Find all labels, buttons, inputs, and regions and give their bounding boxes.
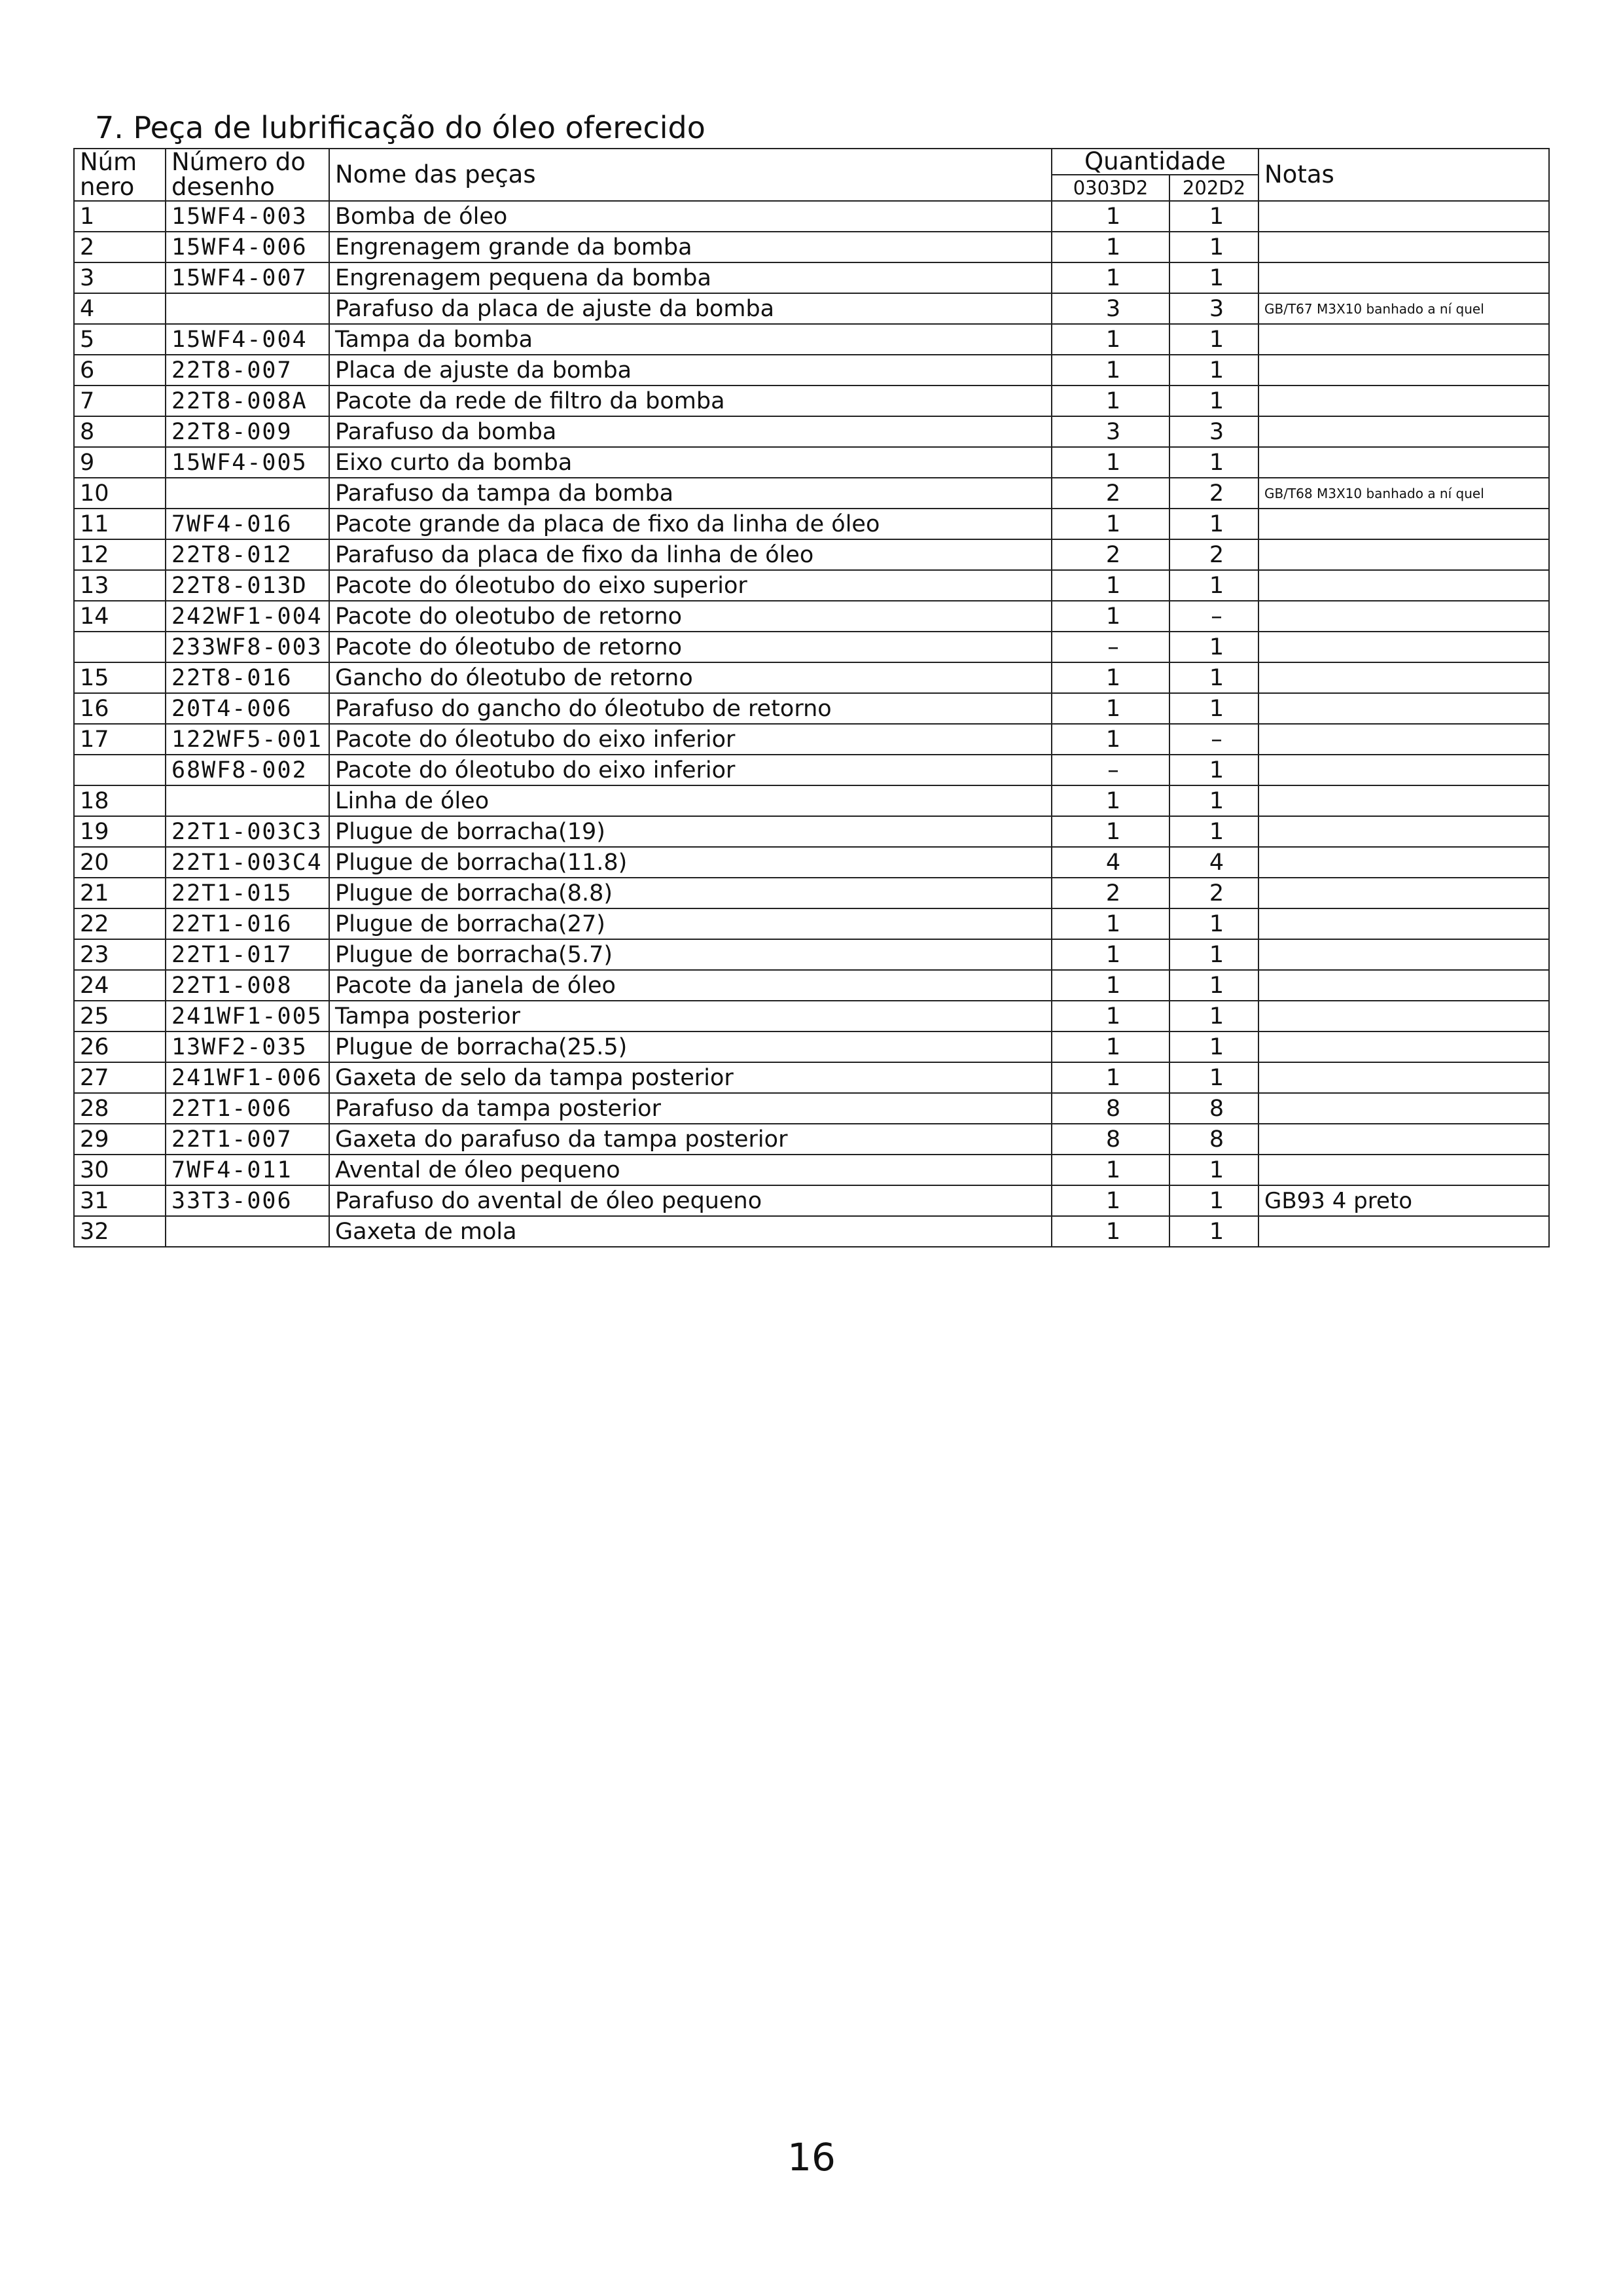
quantity-model-a: 3 xyxy=(1052,293,1169,324)
quantity-model-b: 1 xyxy=(1169,755,1258,785)
drawing-number: 241WF1-006 xyxy=(166,1062,329,1093)
row-number: 11 xyxy=(74,509,166,539)
row-number: 15 xyxy=(74,662,166,693)
drawing-number: 22T8-012 xyxy=(166,539,329,570)
drawing-number: 22T1-003C4 xyxy=(166,847,329,878)
table-row xyxy=(74,324,1549,355)
quantity-model-a: 1 xyxy=(1052,1155,1169,1185)
row-number: 23 xyxy=(74,939,166,970)
drawing-number: 15WF4-007 xyxy=(166,262,329,293)
quantity-model-a: 1 xyxy=(1052,570,1169,601)
row-number: 29 xyxy=(74,1124,166,1155)
table-row xyxy=(74,632,1549,662)
part-name: Plugue de borracha(8.8) xyxy=(329,878,1052,908)
notes-cell xyxy=(1258,416,1549,447)
notes-cell xyxy=(1258,939,1549,970)
quantity-model-b: 1 xyxy=(1169,570,1258,601)
table-row xyxy=(74,1001,1549,1031)
quantity-model-b: 1 xyxy=(1169,355,1258,386)
quantity-model-a: 2 xyxy=(1052,478,1169,509)
notes-cell xyxy=(1258,447,1549,478)
table-row xyxy=(74,1031,1549,1062)
quantity-model-b: – xyxy=(1169,724,1258,755)
quantity-model-b: 1 xyxy=(1169,1031,1258,1062)
header-drawing-line1: Número do xyxy=(171,149,306,176)
notes-cell xyxy=(1258,386,1549,416)
drawing-number: 22T8-007 xyxy=(166,355,329,386)
row-number: 5 xyxy=(74,324,166,355)
table-row xyxy=(74,447,1549,478)
row-number: 19 xyxy=(74,816,166,847)
quantity-model-a: 1 xyxy=(1052,1001,1169,1031)
notes-cell xyxy=(1258,201,1549,232)
quantity-model-a: 1 xyxy=(1052,939,1169,970)
drawing-number xyxy=(166,1216,329,1247)
part-name: Avental de óleo pequeno xyxy=(329,1155,1052,1185)
row-number: 8 xyxy=(74,416,166,447)
part-name: Parafuso da placa de ajuste da bomba xyxy=(329,293,1052,324)
quantity-model-a: 1 xyxy=(1052,324,1169,355)
page-number: 16 xyxy=(787,2135,836,2179)
row-number: 22 xyxy=(74,908,166,939)
table-row xyxy=(74,724,1549,755)
table-row xyxy=(74,755,1549,785)
notes-cell xyxy=(1258,509,1549,539)
notes-cell xyxy=(1258,1001,1549,1031)
part-name: Tampa da bomba xyxy=(329,324,1052,355)
parts-table-body xyxy=(74,201,1549,1247)
drawing-number: 7WF4-011 xyxy=(166,1155,329,1185)
part-name: Pacote do óleotubo do eixo superior xyxy=(329,570,1052,601)
row-number: 3 xyxy=(74,262,166,293)
notes-cell xyxy=(1258,1216,1549,1247)
notes-cell xyxy=(1258,632,1549,662)
part-name: Gancho do óleotubo de retorno xyxy=(329,662,1052,693)
table-row xyxy=(74,570,1549,601)
row-number: 10 xyxy=(74,478,166,509)
drawing-number: 242WF1-004 xyxy=(166,601,329,632)
table-row xyxy=(74,1155,1549,1185)
part-name: Parafuso da bomba xyxy=(329,416,1052,447)
row-number: 26 xyxy=(74,1031,166,1062)
table-row xyxy=(74,293,1549,324)
header-number-line1: Núm xyxy=(80,149,137,176)
part-name: Plugue de borracha(25.5) xyxy=(329,1031,1052,1062)
notes-cell xyxy=(1258,1124,1549,1155)
header-quantity: Quantidade xyxy=(1052,149,1258,175)
table-header-row xyxy=(74,149,1549,175)
quantity-model-b: 1 xyxy=(1169,693,1258,724)
row-number: 30 xyxy=(74,1155,166,1185)
quantity-model-a: 1 xyxy=(1052,1216,1169,1247)
part-name: Parafuso do avental de óleo pequeno xyxy=(329,1185,1052,1216)
quantity-model-a: 1 xyxy=(1052,232,1169,262)
row-number: 6 xyxy=(74,355,166,386)
notes-cell: GB/T68 M3X10 banhado a ní quel xyxy=(1258,478,1549,509)
quantity-model-a: 1 xyxy=(1052,816,1169,847)
notes-cell xyxy=(1258,1031,1549,1062)
table-row xyxy=(74,970,1549,1001)
notes-cell xyxy=(1258,232,1549,262)
quantity-model-b: 1 xyxy=(1169,939,1258,970)
drawing-number: 22T1-016 xyxy=(166,908,329,939)
quantity-model-b: 1 xyxy=(1169,785,1258,816)
row-number: 20 xyxy=(74,847,166,878)
quantity-model-a: 1 xyxy=(1052,724,1169,755)
table-row xyxy=(74,785,1549,816)
quantity-model-b: 8 xyxy=(1169,1124,1258,1155)
drawing-number xyxy=(166,293,329,324)
quantity-model-b: 1 xyxy=(1169,632,1258,662)
quantity-model-a: 1 xyxy=(1052,601,1169,632)
header-part-name: Nome das peças xyxy=(329,149,1052,201)
quantity-model-b: 2 xyxy=(1169,539,1258,570)
row-number: 28 xyxy=(74,1093,166,1124)
part-name: Engrenagem pequena da bomba xyxy=(329,262,1052,293)
drawing-number: 22T8-013D xyxy=(166,570,329,601)
row-number xyxy=(74,755,166,785)
quantity-model-b: 1 xyxy=(1169,201,1258,232)
quantity-model-b: 1 xyxy=(1169,262,1258,293)
table-row xyxy=(74,201,1549,232)
drawing-number: 15WF4-004 xyxy=(166,324,329,355)
drawing-number: 20T4-006 xyxy=(166,693,329,724)
drawing-number: 22T1-008 xyxy=(166,970,329,1001)
part-name: Linha de óleo xyxy=(329,785,1052,816)
part-name: Plugue de borracha(5.7) xyxy=(329,939,1052,970)
section-title: 7. Peça de lubrificação do óleo oferecido xyxy=(95,110,705,145)
table-row xyxy=(74,939,1549,970)
quantity-model-b: 2 xyxy=(1169,878,1258,908)
drawing-number: 22T1-015 xyxy=(166,878,329,908)
drawing-number: 15WF4-006 xyxy=(166,232,329,262)
part-name: Gaxeta de selo da tampa posterior xyxy=(329,1062,1052,1093)
quantity-model-b: 1 xyxy=(1169,662,1258,693)
table-row xyxy=(74,601,1549,632)
drawing-number xyxy=(166,785,329,816)
drawing-number: 13WF2-035 xyxy=(166,1031,329,1062)
table-row xyxy=(74,416,1549,447)
quantity-model-b: 1 xyxy=(1169,1216,1258,1247)
table-row xyxy=(74,1185,1549,1216)
row-number: 13 xyxy=(74,570,166,601)
part-name: Pacote do óleotubo do eixo inferior xyxy=(329,755,1052,785)
notes-cell xyxy=(1258,1062,1549,1093)
table-row xyxy=(74,262,1549,293)
header-qty-model-b: 202D2 xyxy=(1169,175,1258,201)
notes-cell xyxy=(1258,1093,1549,1124)
table-row xyxy=(74,1216,1549,1247)
quantity-model-b: 1 xyxy=(1169,509,1258,539)
part-name: Plugue de borracha(19) xyxy=(329,816,1052,847)
quantity-model-a: 1 xyxy=(1052,1062,1169,1093)
quantity-model-b: 1 xyxy=(1169,1001,1258,1031)
row-number: 9 xyxy=(74,447,166,478)
table-row xyxy=(74,1124,1549,1155)
row-number: 16 xyxy=(74,693,166,724)
quantity-model-a: 1 xyxy=(1052,201,1169,232)
part-name: Pacote da janela de óleo xyxy=(329,970,1052,1001)
quantity-model-b: – xyxy=(1169,601,1258,632)
quantity-model-b: 1 xyxy=(1169,1062,1258,1093)
drawing-number: 233WF8-003 xyxy=(166,632,329,662)
notes-cell xyxy=(1258,355,1549,386)
quantity-model-b: 1 xyxy=(1169,908,1258,939)
drawing-number: 68WF8-002 xyxy=(166,755,329,785)
drawing-number: 22T1-003C3 xyxy=(166,816,329,847)
part-name: Pacote da rede de filtro da bomba xyxy=(329,386,1052,416)
notes-cell xyxy=(1258,785,1549,816)
part-name: Parafuso da tampa da bomba xyxy=(329,478,1052,509)
row-number: 24 xyxy=(74,970,166,1001)
drawing-number: 241WF1-005 xyxy=(166,1001,329,1031)
quantity-model-b: 8 xyxy=(1169,1093,1258,1124)
row-number: 18 xyxy=(74,785,166,816)
notes-cell xyxy=(1258,847,1549,878)
part-name: Gaxeta do parafuso da tampa posterior xyxy=(329,1124,1052,1155)
table-row xyxy=(74,509,1549,539)
quantity-model-b: 1 xyxy=(1169,816,1258,847)
drawing-number: 122WF5-001 xyxy=(166,724,329,755)
quantity-model-b: 1 xyxy=(1169,1155,1258,1185)
drawing-number xyxy=(166,478,329,509)
notes-cell xyxy=(1258,324,1549,355)
table-row xyxy=(74,1093,1549,1124)
drawing-number: 33T3-006 xyxy=(166,1185,329,1216)
parts-table xyxy=(73,148,1550,1247)
row-number xyxy=(74,632,166,662)
quantity-model-b: 1 xyxy=(1169,970,1258,1001)
quantity-model-a: 1 xyxy=(1052,785,1169,816)
notes-cell xyxy=(1258,908,1549,939)
notes-cell xyxy=(1258,693,1549,724)
quantity-model-a: 1 xyxy=(1052,386,1169,416)
drawing-number: 15WF4-005 xyxy=(166,447,329,478)
quantity-model-a: – xyxy=(1052,632,1169,662)
part-name: Gaxeta de mola xyxy=(329,1216,1052,1247)
quantity-model-b: 1 xyxy=(1169,324,1258,355)
drawing-number: 15WF4-003 xyxy=(166,201,329,232)
header-drawing-line2: desenho xyxy=(171,173,275,201)
quantity-model-a: 1 xyxy=(1052,355,1169,386)
row-number: 14 xyxy=(74,601,166,632)
quantity-model-a: 1 xyxy=(1052,447,1169,478)
table-row xyxy=(74,478,1549,509)
drawing-number: 22T1-006 xyxy=(166,1093,329,1124)
quantity-model-a: 1 xyxy=(1052,1031,1169,1062)
drawing-number: 22T1-007 xyxy=(166,1124,329,1155)
quantity-model-a: 8 xyxy=(1052,1124,1169,1155)
table-row xyxy=(74,816,1549,847)
table-row xyxy=(74,355,1549,386)
table-row xyxy=(74,1062,1549,1093)
drawing-number: 22T8-008A xyxy=(166,386,329,416)
drawing-number: 7WF4-016 xyxy=(166,509,329,539)
header-qty-model-a: 0303D2 xyxy=(1052,175,1169,201)
part-name: Placa de ajuste da bomba xyxy=(329,355,1052,386)
part-name: Parafuso da tampa posterior xyxy=(329,1093,1052,1124)
quantity-model-a: 1 xyxy=(1052,509,1169,539)
part-name: Bomba de óleo xyxy=(329,201,1052,232)
quantity-model-a: 1 xyxy=(1052,1185,1169,1216)
quantity-model-a: 1 xyxy=(1052,970,1169,1001)
row-number: 1 xyxy=(74,201,166,232)
drawing-number: 22T8-009 xyxy=(166,416,329,447)
table-row xyxy=(74,386,1549,416)
quantity-model-a: 4 xyxy=(1052,847,1169,878)
table-row xyxy=(74,847,1549,878)
part-name: Plugue de borracha(11.8) xyxy=(329,847,1052,878)
part-name: Parafuso do gancho do óleotubo de retorno xyxy=(329,693,1052,724)
drawing-number: 22T1-017 xyxy=(166,939,329,970)
quantity-model-b: 4 xyxy=(1169,847,1258,878)
quantity-model-b: 1 xyxy=(1169,447,1258,478)
notes-cell xyxy=(1258,724,1549,755)
table-row xyxy=(74,693,1549,724)
quantity-model-b: 3 xyxy=(1169,293,1258,324)
row-number: 31 xyxy=(74,1185,166,1216)
quantity-model-a: 1 xyxy=(1052,262,1169,293)
quantity-model-a: 2 xyxy=(1052,878,1169,908)
header-drawing-number xyxy=(166,149,329,201)
notes-cell xyxy=(1258,878,1549,908)
quantity-model-a: 1 xyxy=(1052,662,1169,693)
row-number: 17 xyxy=(74,724,166,755)
table-row xyxy=(74,908,1549,939)
notes-cell xyxy=(1258,970,1549,1001)
notes-cell xyxy=(1258,662,1549,693)
row-number: 27 xyxy=(74,1062,166,1093)
quantity-model-b: 3 xyxy=(1169,416,1258,447)
notes-cell xyxy=(1258,539,1549,570)
row-number: 12 xyxy=(74,539,166,570)
part-name: Pacote grande da placa de fixo da linha de óleo xyxy=(329,509,1052,539)
notes-cell: GB/T67 M3X10 banhado a ní quel xyxy=(1258,293,1549,324)
header-number-line2: nero xyxy=(80,173,135,201)
notes-cell xyxy=(1258,1155,1549,1185)
part-name: Eixo curto da bomba xyxy=(329,447,1052,478)
quantity-model-a: 3 xyxy=(1052,416,1169,447)
quantity-model-a: 8 xyxy=(1052,1093,1169,1124)
notes-cell xyxy=(1258,816,1549,847)
row-number: 4 xyxy=(74,293,166,324)
row-number: 7 xyxy=(74,386,166,416)
header-notes: Notas xyxy=(1258,149,1549,201)
quantity-model-b: 1 xyxy=(1169,232,1258,262)
notes-cell xyxy=(1258,262,1549,293)
notes-cell: GB93 4 preto xyxy=(1258,1185,1549,1216)
quantity-model-b: 2 xyxy=(1169,478,1258,509)
part-name: Plugue de borracha(27) xyxy=(329,908,1052,939)
table-row xyxy=(74,539,1549,570)
quantity-model-a: 2 xyxy=(1052,539,1169,570)
part-name: Pacote do oleotubo de retorno xyxy=(329,601,1052,632)
part-name: Engrenagem grande da bomba xyxy=(329,232,1052,262)
quantity-model-b: 1 xyxy=(1169,386,1258,416)
part-name: Pacote do óleotubo do eixo inferior xyxy=(329,724,1052,755)
row-number: 25 xyxy=(74,1001,166,1031)
row-number: 2 xyxy=(74,232,166,262)
quantity-model-a: – xyxy=(1052,755,1169,785)
header-number xyxy=(74,149,166,201)
table-row xyxy=(74,662,1549,693)
quantity-model-b: 1 xyxy=(1169,1185,1258,1216)
notes-cell xyxy=(1258,570,1549,601)
part-name: Parafuso da placa de fixo da linha de óleo xyxy=(329,539,1052,570)
part-name: Tampa posterior xyxy=(329,1001,1052,1031)
row-number: 32 xyxy=(74,1216,166,1247)
notes-cell xyxy=(1258,755,1549,785)
row-number: 21 xyxy=(74,878,166,908)
table-row xyxy=(74,232,1549,262)
notes-cell xyxy=(1258,601,1549,632)
quantity-model-a: 1 xyxy=(1052,908,1169,939)
part-name: Pacote do óleotubo de retorno xyxy=(329,632,1052,662)
table-row xyxy=(74,878,1549,908)
quantity-model-a: 1 xyxy=(1052,693,1169,724)
drawing-number: 22T8-016 xyxy=(166,662,329,693)
